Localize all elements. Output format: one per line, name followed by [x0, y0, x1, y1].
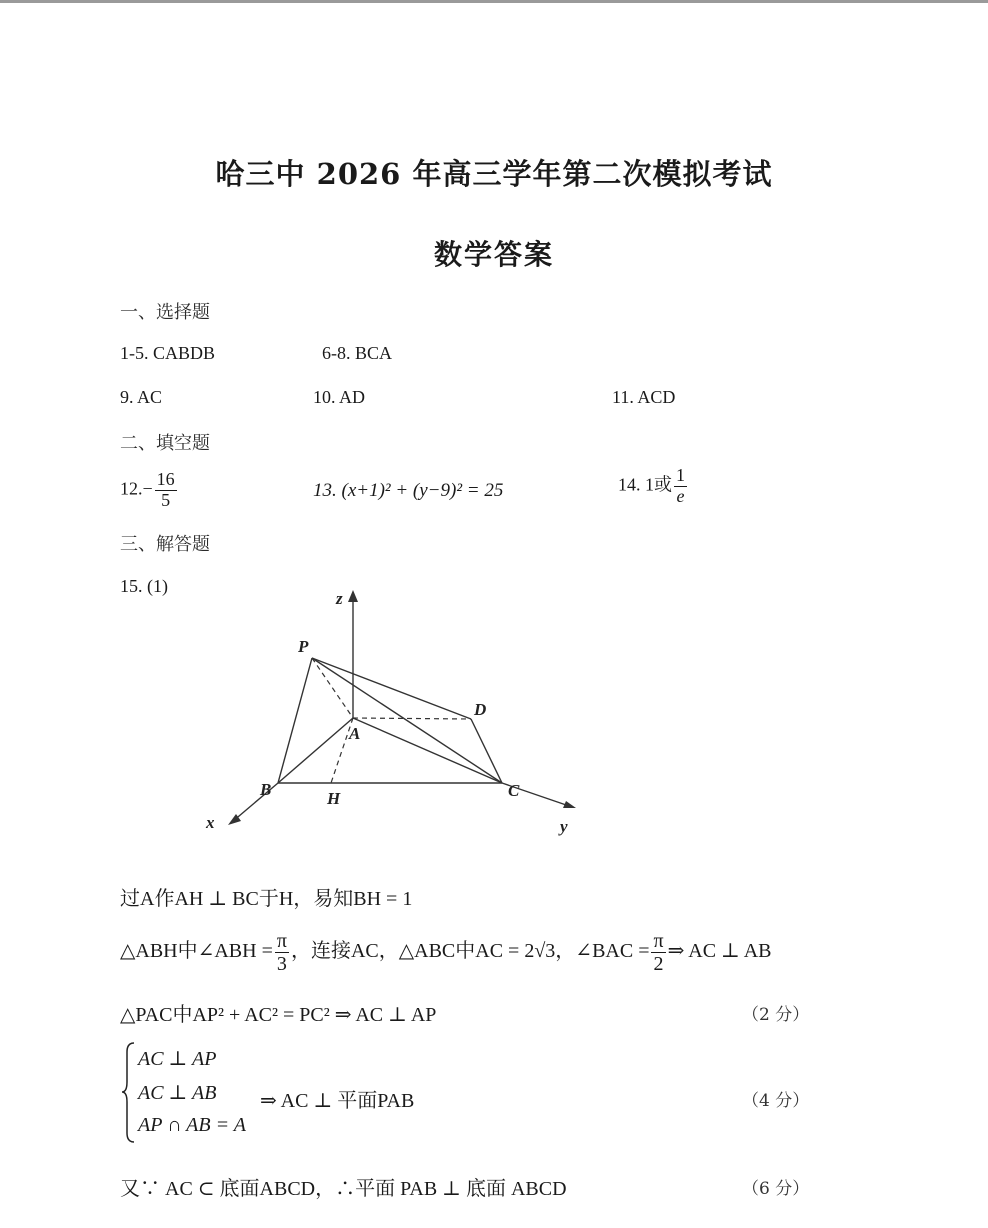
solution-line-3: △PAC中AP² + AC² = PC² ⇒ AC ⊥ AP — [120, 1004, 437, 1026]
answer-12-numerator: 16 — [156, 469, 175, 489]
answer-12 — [120, 470, 179, 511]
solution-line-1: 过A作AH ⊥ BC于H，易知BH = 1 — [120, 888, 413, 910]
system-line-2: AC ⊥ AB — [138, 1082, 217, 1104]
line2-pi-1: π — [276, 930, 287, 952]
edge-pc — [312, 658, 502, 783]
score-2: （2 分） — [742, 1005, 810, 1025]
system-line-1: AC ⊥ AP — [138, 1048, 217, 1070]
edge-pb — [278, 658, 312, 783]
section-fill: 二、填空题 — [120, 433, 210, 454]
label-h: H — [327, 789, 341, 808]
answer-12-label: 12. — [120, 478, 143, 499]
section-solve: 三、解答题 — [120, 534, 210, 555]
line2-denominator-2: 2 — [653, 953, 664, 975]
answer-14-label: 14. 1或 — [618, 474, 672, 495]
label-c: C — [508, 781, 520, 800]
left-brace — [120, 1040, 136, 1145]
score-6: （6 分） — [742, 1179, 810, 1199]
pyramid-figure — [190, 580, 600, 840]
answer-9: 9. AC — [120, 387, 163, 407]
answer-13: 13. (x+1)² + (y−9)² = 25 — [313, 480, 504, 501]
answer-11: 11. ACD — [612, 387, 676, 407]
system-result: ⇒ AC ⊥ 平面PAB — [260, 1090, 415, 1112]
y-arrow — [563, 801, 576, 808]
answer-6-8: 6-8. BCA — [322, 343, 393, 363]
answer-12-sign: − — [142, 478, 153, 499]
q15-label: 15. (1) — [120, 576, 168, 596]
label-a: A — [349, 724, 361, 743]
answer-10: 10. AD — [313, 387, 366, 407]
z-arrow — [348, 590, 358, 602]
answer-14 — [618, 466, 689, 507]
score-4: （4 分） — [742, 1091, 810, 1111]
line2-pi-2: π — [653, 930, 664, 952]
label-y: y — [560, 817, 568, 836]
line2-part-c: ⇒ AC ⊥ AB — [667, 940, 772, 963]
line2-denominator-3: 3 — [276, 953, 287, 975]
page-title: 哈三中 2026 年高三学年第二次模拟考试 — [215, 157, 773, 191]
answer-1-5: 1-5. CABDB — [120, 343, 216, 363]
solution-line-5: 又∵ AC ⊂ 底面ABCD，∴平面 PAB ⊥ 底面 ABCD — [120, 1178, 567, 1200]
edge-ab — [278, 718, 353, 783]
answer-14-numerator: 1 — [676, 465, 685, 485]
line2-part-a: △ABH中∠ABH = — [120, 940, 273, 963]
label-x: x — [206, 813, 215, 832]
line2-part-b: ，连接AC，△ABC中AC = 2√3，∠BAC = — [290, 940, 650, 963]
solution-line-2 — [120, 930, 772, 975]
page-subtitle: 数学答案 — [433, 238, 554, 271]
answer-14-denominator: e — [676, 485, 685, 506]
label-p: P — [298, 637, 309, 656]
label-z: z — [336, 589, 343, 608]
label-b: B — [260, 780, 272, 799]
edge-ac — [353, 718, 502, 783]
edge-ad — [353, 718, 471, 719]
answer-12-denominator: 5 — [161, 489, 171, 510]
section-choice: 一、选择题 — [120, 302, 210, 323]
label-d: D — [474, 700, 487, 719]
edge-pa — [312, 658, 353, 718]
top-border — [0, 0, 988, 3]
system-line-3: AP ∩ AB = A — [138, 1114, 246, 1136]
